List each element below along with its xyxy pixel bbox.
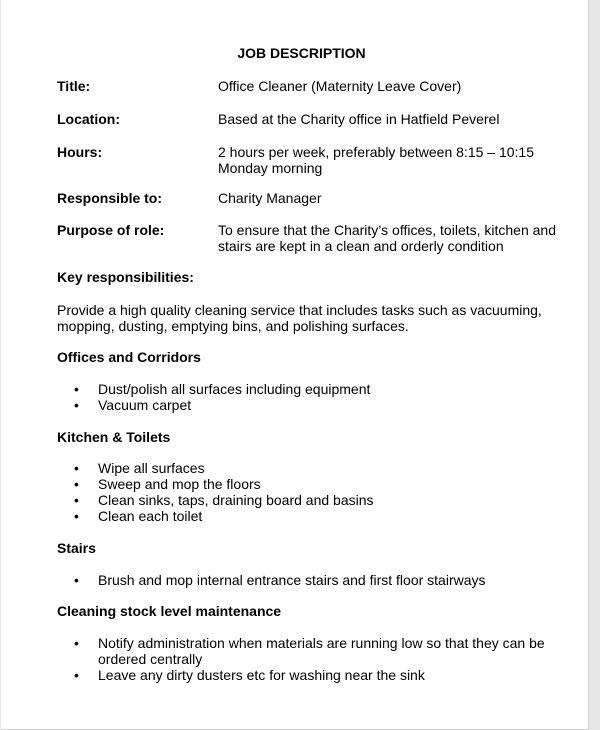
bullet-icon: • [74,492,79,508]
hours-label: Hours: [57,144,103,160]
list-item: • Dust/polish all surfaces including equipment [74,381,371,397]
purpose-value-line-1: To ensure that the Charity’s offices, toilets, kitchen and [218,222,557,238]
list-item: • Sweep and mop the floors [74,476,261,492]
purpose-value-line-2: stairs are kept in a clean and orderly condition [218,238,504,254]
responsible-to-label: Responsible to: [57,190,163,206]
list-item: • Leave any dirty dusters etc for washing near the sink [74,667,425,683]
section-heading-offices: Offices and Corridors [57,349,201,365]
purpose-value [218,222,568,254]
intro-line-1: Provide a high quality cleaning service that includes tasks such as vacuuming, [57,302,542,318]
document-page [1,0,589,730]
purpose-label: Purpose of role: [57,222,165,238]
list-item: • Brush and mop internal entrance stairs and first floor stairways [74,572,486,588]
bullet-icon: • [74,460,79,476]
offices-list [57,381,557,413]
bullet-icon: • [74,508,79,524]
section-heading-kitchen: Kitchen & Toilets [57,429,171,445]
responsible-to-value: Charity Manager [218,190,322,206]
stairs-list [57,572,557,588]
title-label: Title: [57,78,91,94]
location-value: Based at the Charity office in Hatfield Peverel [218,111,500,127]
section-heading-stairs: Stairs [57,540,96,556]
bullet-icon: • [74,476,79,492]
stock-list [57,635,557,683]
bullet-icon: • [74,667,79,683]
list-item: • Notify administration when materials are running low so that they can be [74,635,545,651]
list-item: • Wipe all surfaces [74,460,205,476]
section-heading-stock: Cleaning stock level maintenance [57,603,282,619]
location-label: Location: [57,111,120,127]
intro-line-2: mopping, dusting, emptying bins, and polishing surfaces. [57,318,409,334]
bullet-icon: • [74,572,79,588]
list-item-continuation: ordered centrally [98,651,203,667]
hours-value-line-2: Monday morning [218,160,323,176]
list-item: • Clean each toilet [74,508,203,524]
bullet-icon: • [74,635,79,651]
hours-value-line-1: 2 hours per week, preferably between 8:15 – 10:15 [218,144,534,160]
hours-value [218,144,568,176]
key-responsibilities-heading: Key responsibilities: [57,269,194,285]
intro-paragraph [57,302,557,334]
list-item: • Vacuum carpet [74,397,192,413]
document-title: JOB DESCRIPTION [237,45,366,61]
list-item: • Clean sinks, taps, draining board and basins [74,492,374,508]
kitchen-list [57,460,557,524]
title-value: Office Cleaner (Maternity Leave Cover) [218,78,462,94]
bullet-icon: • [74,381,79,397]
bullet-icon: • [74,397,79,413]
